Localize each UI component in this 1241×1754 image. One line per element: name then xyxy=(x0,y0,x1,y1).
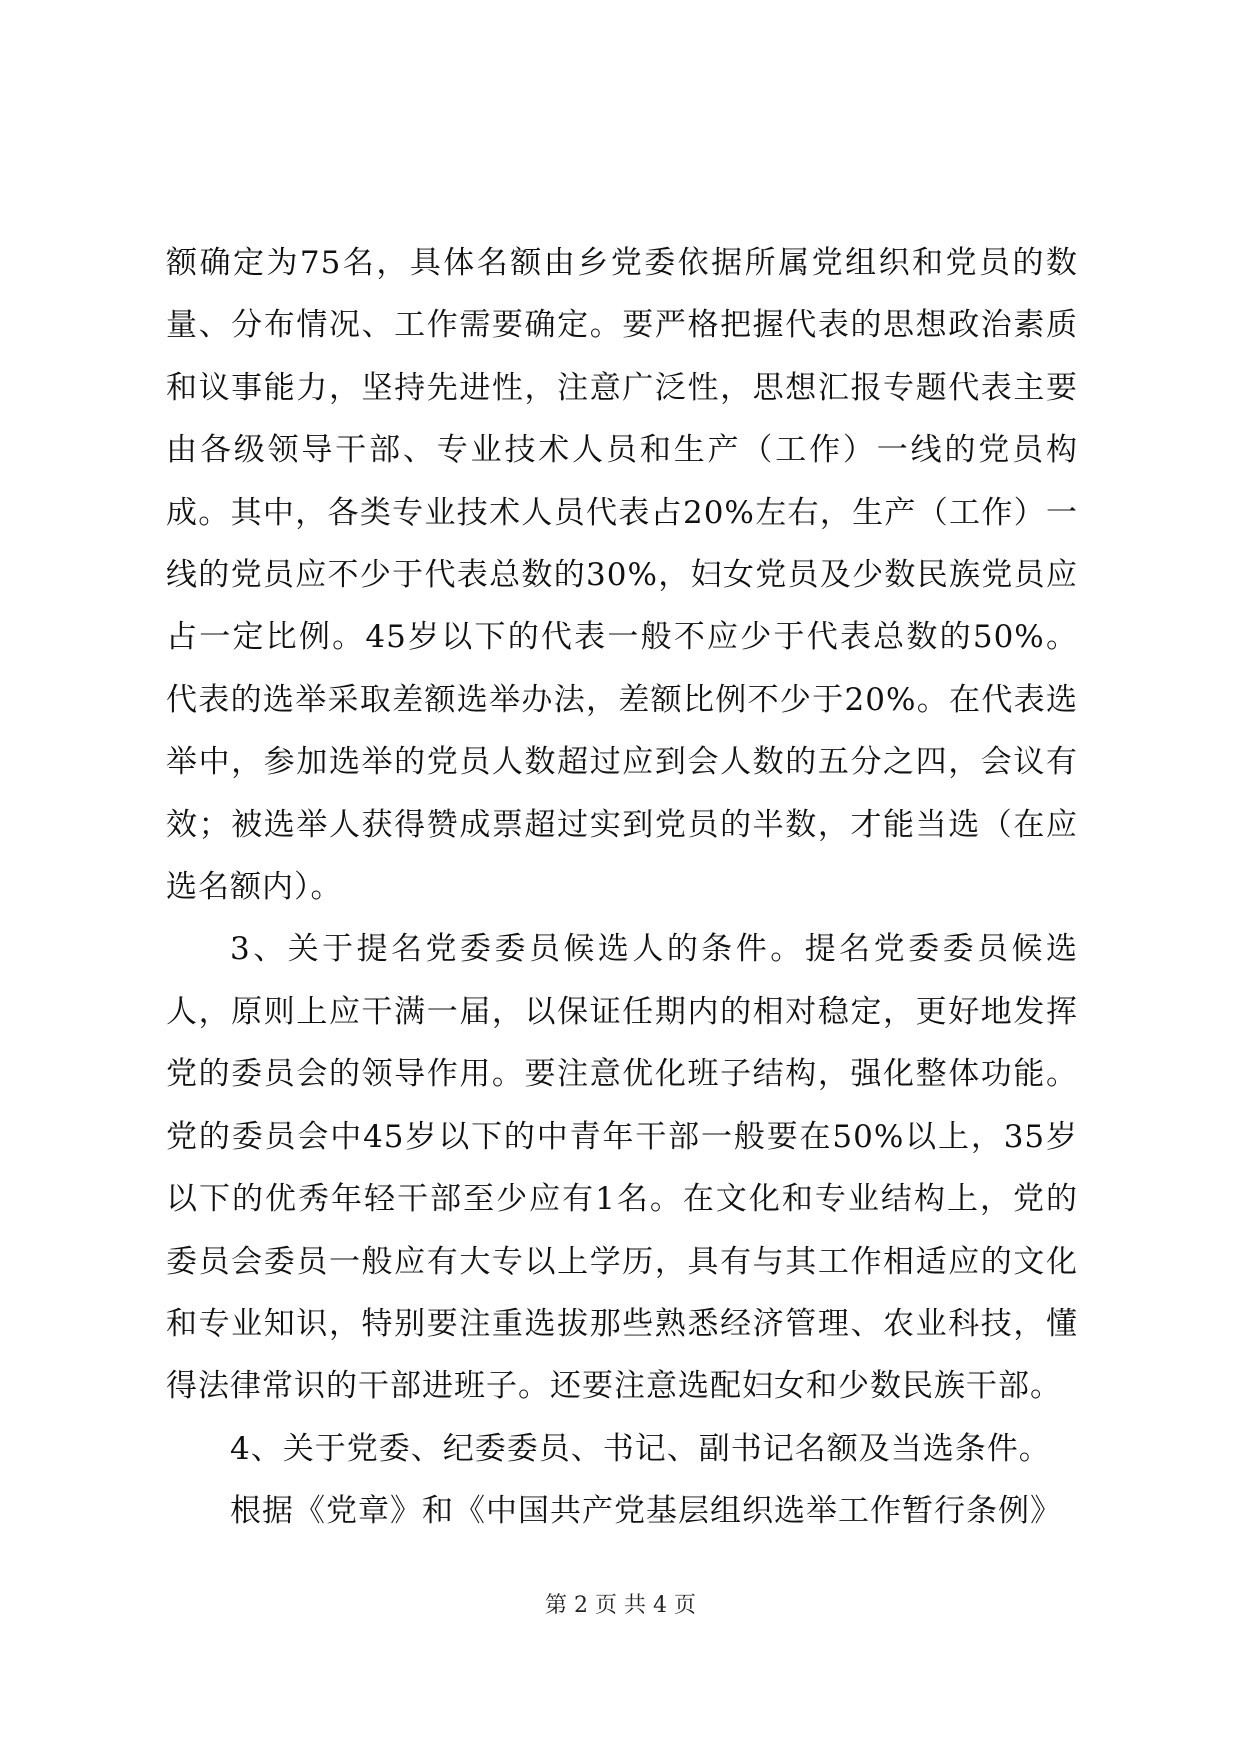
page-footer: 第 2 页 共 4 页 xyxy=(545,1593,696,1618)
paragraph-item-3: 3、关于提名党委委员候选人的条件。提名党委委员候选人，原则上应干满一届，以保证任期内的相对稳定，更好地发挥党的委员会的领导作用。要注意优化班子结构，强化整体功能。党的委员会中45岁以下的中青年干部一般要在50%以上，35岁以下的优秀年轻干部至少应有1名。在文化和专业结构上，党的委员会委员一般应有大专以上学历，具有与其工作相适应的文化和专业知识，特别要注重选拔那些熟悉经济管理、农业科技，懂得法律常识的干部进班子。还要注意选配妇女和少数民族干部。 xyxy=(166,931,1078,1405)
document-body xyxy=(166,232,1078,1543)
paragraph-continued: 额确定为75名，具体名额由乡党委依据所属党组织和党员的数量、分布情况、工作需要确定。要严格把握代表的思想政治素质和议事能力，坚持先进性，注意广泛性，思想汇报专题代表主要由各级领导干部、专业技术人员和生产（工作）一线的党员构成。其中，各类专业技术人员代表占20%左右，生产（工作）一线的党员应不少于代表总数的30%，妇女党员及少数民族党员应占一定比例。45岁以下的代表一般不应少于代表总数的50%。代表的选举采取差额选举办法，差额比例不少于20%。在代表选举中，参加选举的党员人数超过应到会人数的五分之四，会议有效；被选举人获得赞成票超过实到党员的半数，才能当选（在应选名额内）。 xyxy=(166,245,1078,906)
paragraph-basis: 根据《党章》和《中国共产党基层组织选举工作暂行条例》 xyxy=(230,1493,1062,1530)
paragraph-item-4: 4、关于党委、纪委委员、书记、副书记名额及当选条件。 xyxy=(230,1430,1051,1467)
